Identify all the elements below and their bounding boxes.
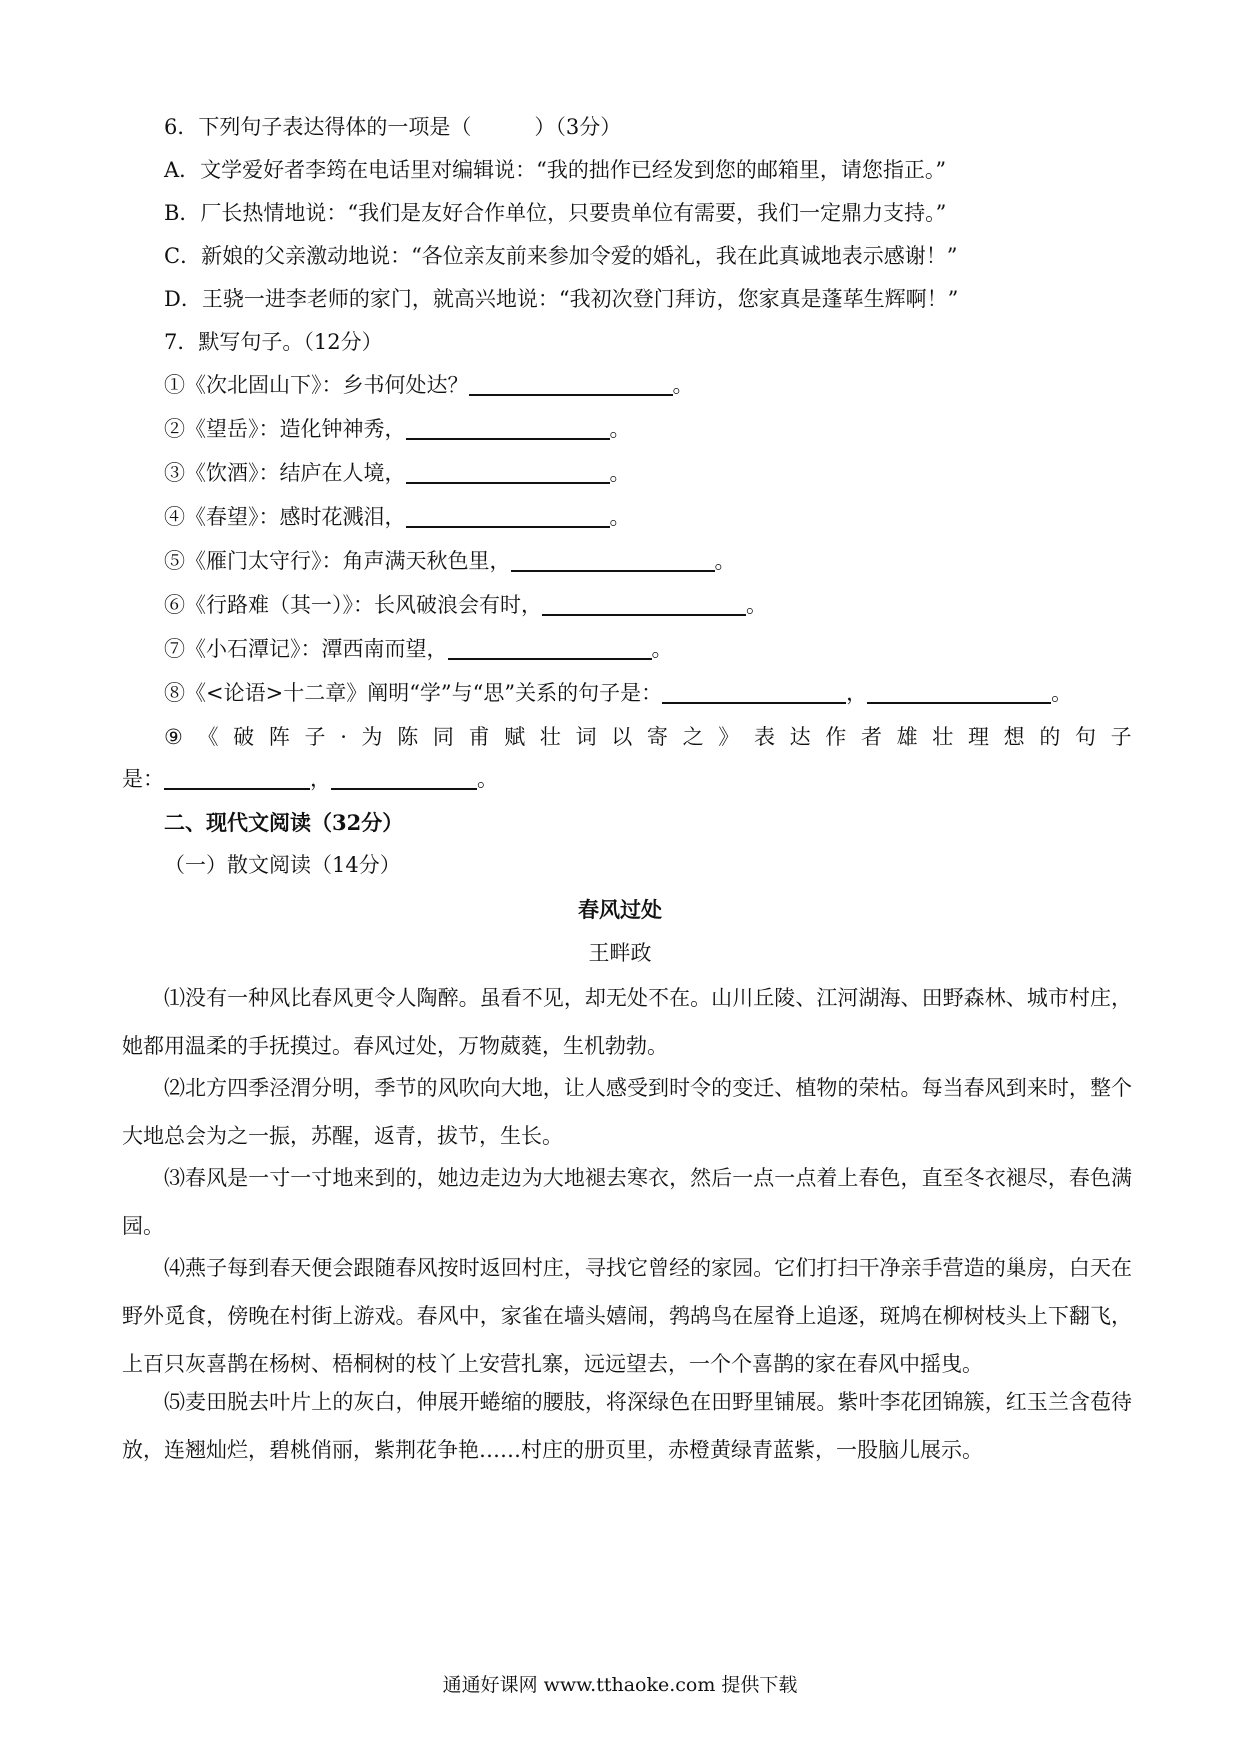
recitation-item-9-char: 为 (361, 725, 383, 749)
recitation-item-end: 。 (651, 637, 673, 661)
recitation-item-9-char: 壮 (932, 725, 954, 749)
section-2-subtitle: （一）散文阅读（14分） (164, 853, 401, 877)
essay-paragraph-1: ⑴没有一种风比春风更令人陶醉。虽看不见，却无处不在。山川丘陵、江河湖海、田野森林、城市村庄，她都用温柔的手抚摸过。春风过处，万物葳蕤，生机勃勃。 (122, 986, 1132, 1058)
recitation-item-9-char: 壮 (539, 725, 561, 749)
recitation-item-9-char: 破 (233, 725, 255, 749)
recitation-item-text: ③《饮酒》：结庐在人境， (164, 461, 406, 485)
recitation-item-9-char: 子 (1110, 725, 1132, 749)
recitation-item-8 (164, 678, 1072, 708)
answer-blank[interactable] (164, 766, 310, 790)
answer-blank[interactable] (331, 766, 477, 790)
recitation-item-9-char: 之 (682, 725, 704, 749)
question-6-option-a: A．文学爱好者李筠在电话里对编辑说：“我的拙作已经发到您的邮箱里，请您指正。” (164, 158, 947, 182)
section-2-title: 二、现代文阅读（32分） (164, 810, 404, 835)
recitation-item-9-char: 的 (1039, 725, 1061, 749)
recitation-item-1 (164, 370, 694, 400)
answer-blank[interactable] (511, 548, 715, 572)
answer-blank[interactable] (867, 680, 1051, 704)
answer-blank[interactable] (406, 416, 610, 440)
recitation-item-end: 。 (1051, 681, 1073, 705)
recitation-item-9-char: ⑨ (164, 725, 183, 749)
recitation-item-end: 。 (609, 505, 631, 529)
question-6-option-c: C．新娘的父亲激动地说：“各位亲友前来参加令爱的婚礼，我在此真诚地表示感谢！” (164, 244, 958, 268)
recitation-item-end: 。 (672, 373, 694, 397)
recitation-item-3 (164, 458, 631, 488)
answer-blank[interactable] (406, 460, 610, 484)
essay-title: 春风过处 (578, 897, 662, 922)
recitation-item-text: ①《次北固山下》：乡书何处达？ (164, 373, 469, 397)
recitation-item-9-char: 寄 (646, 725, 668, 749)
recitation-item-9-char: 句 (1074, 725, 1096, 749)
recitation-item-9-char: 雄 (896, 725, 918, 749)
recitation-item-9-char: · (340, 725, 347, 749)
recitation-item-text: ⑥《行路难（其一）》：长风破浪会有时， (164, 593, 542, 617)
recitation-item-9-char: 甫 (468, 725, 490, 749)
recitation-item-9-line-2 (122, 764, 498, 794)
recitation-item-end: 。 (609, 461, 631, 485)
answer-blank[interactable] (469, 372, 673, 396)
answer-blank[interactable] (406, 504, 610, 528)
recitation-item-9-char: 理 (967, 725, 989, 749)
recitation-item-2 (164, 414, 631, 444)
recitation-item-end: 。 (609, 417, 631, 441)
recitation-item-4 (164, 502, 631, 532)
answer-blank[interactable] (662, 680, 846, 704)
question-6-stem: 6．下列句子表达得体的一项是（ ）（3分） (164, 115, 622, 139)
essay-paragraph-5: ⑸麦田脱去叶片上的灰白，伸展开蜷缩的腰肢，将深绿色在田野里铺展。紫叶李花团锦簇，红玉兰含苞待放，连翘灿烂，碧桃俏丽，紫荆花争艳……村庄的册页里，赤橙黄绿青蓝紫，一股脑儿展示。 (122, 1390, 1132, 1462)
recitation-item-9-char: 作 (825, 725, 847, 749)
recitation-item-end: 。 (477, 767, 498, 791)
footer-source: 通通好课网 www.tthaoke.com 提供下载 (442, 1674, 798, 1696)
recitation-item-9-char: 》 (718, 725, 740, 749)
recitation-item-9-char: 词 (575, 725, 597, 749)
recitation-item-mid: ， (310, 767, 331, 791)
essay-paragraph-4: ⑷燕子每到春天便会跟随春风按时返回村庄，寻找它曾经的家园。它们打扫干净亲手营造的巢房，白天在野外觅食，傍晚在村街上游戏。春风中，家雀在墙头嬉闹，鹁鸪鸟在屋脊上追逐，斑鸠在柳树枝头上下翻飞，上百只灰喜鹊在杨树、梧桐树的枝丫上安营扎寨，远远望去，一个个喜鹊的家在春风中摇曳。 (122, 1256, 1132, 1376)
recitation-item-9-char: 陈 (397, 725, 419, 749)
recitation-item-9-char: 达 (789, 725, 811, 749)
answer-blank[interactable] (448, 636, 652, 660)
answer-blank[interactable] (542, 592, 746, 616)
recitation-item-9-char: 以 (611, 725, 633, 749)
recitation-item-9-char: 《 (197, 725, 219, 749)
recitation-item-5 (164, 546, 736, 576)
essay-author: 王畔政 (588, 941, 652, 965)
recitation-item-text: ④《春望》：感时花溅泪， (164, 505, 406, 529)
recitation-item-text: ⑦《小石潭记》：潭西南而望， (164, 637, 448, 661)
question-6-option-b: B．厂长热情地说：“我们是友好合作单位，只要贵单位有需要，我们一定鼎力支持。” (164, 201, 947, 225)
essay-paragraph-3: ⑶春风是一寸一寸地来到的，她边走边为大地褪去寒衣，然后一点一点着上春色，直至冬衣褪尽，春色满园。 (122, 1166, 1132, 1238)
recitation-item-9-char: 子 (304, 725, 326, 749)
recitation-item-9-char: 想 (1003, 725, 1025, 749)
recitation-item-text: ⑤《雁门太守行》：角声满天秋色里， (164, 549, 511, 573)
question-7-stem: 7．默写句子。（12分） (164, 330, 383, 354)
recitation-item-text: ⑧《<论语>十二章》阐明“学”与“思”关系的句子是： (164, 681, 663, 705)
recitation-item-text: ②《望岳》：造化钟神秀， (164, 417, 406, 441)
recitation-item-9-char: 表 (753, 725, 775, 749)
recitation-item-9-char: 阵 (268, 725, 290, 749)
recitation-item-text: 是： (122, 767, 164, 791)
recitation-item-9-char: 者 (860, 725, 882, 749)
recitation-item-6 (164, 590, 767, 620)
recitation-item-end: 。 (746, 593, 767, 617)
recitation-item-9-line-1 (164, 722, 1132, 752)
recitation-item-9-char: 同 (432, 725, 454, 749)
essay-paragraph-2: ⑵北方四季泾渭分明，季节的风吹向大地，让人感受到时令的变迁、植物的荣枯。每当春风到来时，整个大地总会为之一振，苏醒，返青，拔节，生长。 (122, 1076, 1132, 1148)
recitation-item-end: 。 (714, 549, 736, 573)
recitation-item-9-char: 赋 (504, 725, 526, 749)
recitation-item-mid: ， (846, 681, 868, 705)
recitation-item-7 (164, 634, 673, 664)
question-6-option-d: D．王骁一进李老师的家门，就高兴地说：“我初次登门拜访，您家真是蓬荜生辉啊！” (164, 287, 959, 311)
